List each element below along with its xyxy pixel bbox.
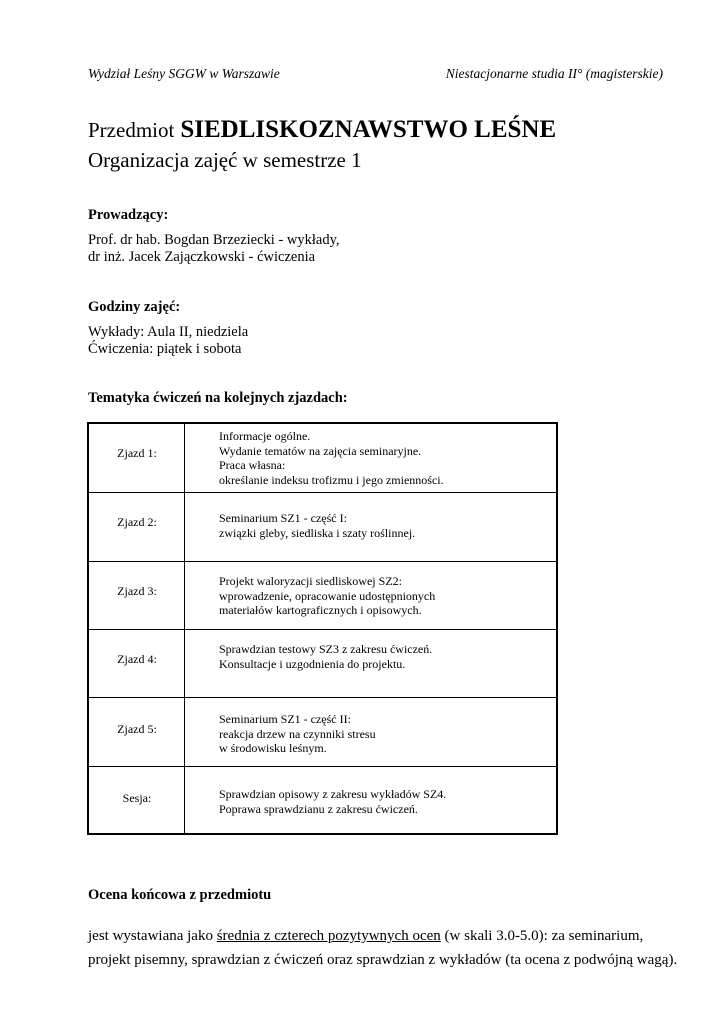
page-subtitle: Organizacja zajęć w semestrze 1: [88, 148, 362, 172]
table-row: [89, 561, 556, 630]
hours-heading: Godziny zajęć:: [88, 299, 181, 315]
instructors-heading: Prowadzący:: [88, 207, 169, 223]
topics-heading: Tematyka ćwiczeń na kolejnych zjazdach:: [88, 390, 348, 406]
session-description: Sprawdzian opisowy z zakresu wykładów SZ4. Poprawa sprawdzianu z zakresu ćwiczeń.: [219, 787, 447, 816]
schedule-table: [87, 422, 558, 835]
session-description: Seminarium SZ1 - część II: reakcja drzew na czynniki stresu w środowisku leśnym.: [219, 712, 376, 755]
session-description: Projekt waloryzacji siedliskowej SZ2: wprowadzenie, opracowanie udostępnionych materiałów kartograficznych i opisowych.: [219, 574, 436, 617]
instructor-line: Prof. dr hab. Bogdan Brzeziecki - wykłady,: [88, 232, 340, 248]
grading-emphasis: średnia z czterech pozytywnych ocen: [216, 928, 441, 944]
table-row: [89, 697, 556, 767]
session-label: Sesja:: [122, 791, 152, 805]
page-title: [88, 116, 556, 144]
grading-text-line: projekt pisemny, sprawdzian z ćwiczeń oraz sprawdzian z wykładów (ta ocena z podwójną wagą).: [88, 952, 678, 968]
session-label: Zjazd 1:: [117, 446, 157, 460]
course-name: SIEDLISKOZNAWSTWO LEŚNE: [180, 116, 557, 143]
session-description: Sprawdzian testowy SZ3 z zakresu ćwiczeń. Konsultacje i uzgodnienia do projektu.: [219, 642, 433, 671]
table-row: [89, 629, 556, 698]
header-faculty: Wydział Leśny SGGW w Warszawie: [88, 66, 280, 81]
title-prefix: Przedmiot: [88, 118, 175, 142]
hours-line: Wykłady: Aula II, niedziela: [88, 324, 249, 340]
session-label: Zjazd 4:: [117, 652, 157, 666]
header-study-type: Niestacjonarne studia II° (magisterskie): [445, 66, 663, 81]
table-row: [89, 492, 556, 561]
table-row: [89, 424, 556, 492]
grading-text-line: jest wystawiana jako średnia z czterech pozytywnych ocen (w skali 3.0-5.0): za seminarium,: [88, 928, 644, 944]
instructor-line: dr inż. Jacek Zajączkowski - ćwiczenia: [88, 249, 316, 265]
session-description: Informacje ogólne. Wydanie tematów na zajęcia seminaryjne. Praca własna: określanie indeksu trofizmu i jego zmienności.: [219, 429, 444, 487]
session-label: Zjazd 5:: [117, 722, 157, 736]
hours-line: Ćwiczenia: piątek i sobota: [88, 341, 242, 357]
session-description: Seminarium SZ1 - część I: związki gleby, siedliska i szaty roślinnej.: [219, 511, 416, 540]
session-label: Zjazd 3:: [117, 584, 157, 598]
grading-heading: Ocena końcowa z przedmiotu: [88, 887, 272, 903]
session-label: Zjazd 2:: [117, 515, 157, 529]
table-row: [89, 766, 556, 834]
